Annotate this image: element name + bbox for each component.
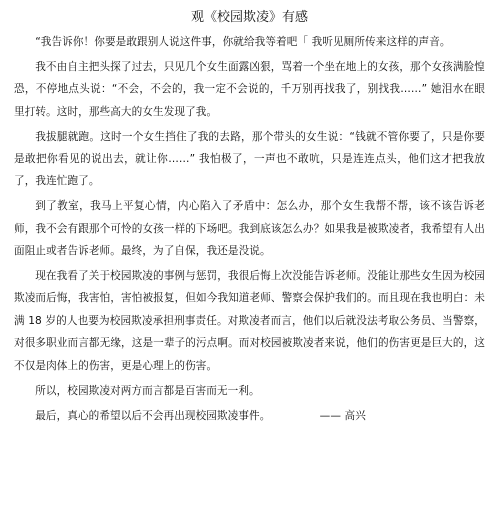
paragraph-1: “我告诉你！你要是敢跟别人说这件事，你就给我等着吧「 我听见厕所传来这样的声音。 — [35, 36, 451, 48]
paragraph-2: 我不由自主把头探了过去，只见几个女生面露凶狠，骂着一个坐在地上的女孩，那个女孩满脸惶恐，不停地点头说：“不会，不会的，我一定不会说的，千万别再找我了，别找我……” 她泪水在眼里打转。这时，那些高大的女生发现了我。 — [14, 60, 485, 118]
paragraph-4: 到了教室，我马上平复心情，内心陷入了矛盾中：怎么办，那个女生我帮不帮，该不该告诉老师，我不会有跟那个可怜的女孩一样的下场吧。我到底该怎么办？如果我是被欺凌者，我希望有人出面阻止或者告诉老师。最终，为了自保，我还是没说。 — [14, 200, 485, 258]
closing-paragraph — [14, 405, 485, 427]
paragraph-6: 所以，校园欺凌对两方而言都是百害而无一利。 — [35, 384, 260, 397]
author-signature: —— 高兴 — [319, 409, 366, 422]
paragraph-3: 我拔腿就跑。这时一个女生挡住了我的去路，那个带头的女生说：“钱就不管你要了，只是你要是敢把你看见的说出去，就让你……” 我怕极了，一声也不敢吭，只是连连点头，他们这才把我放了，我连忙跑了。 — [14, 130, 485, 188]
paragraph-5: 现在我看了关于校园欺凌的事例与惩罚，我很后悔上次没能告诉老师。没能让那些女生因为校园欺凌而后悔，我害怕，害怕被报复，但如今我知道老师、警察会保护我们的。而且现在我也明白：未满 18 岁的人也要为校园欺凌承担刑事责任。对欺凌者而言，他们以后就没法考取公务员、当警察，对很多职业而言都无缘，这是一辈子的污点啊。而对校园被欺凌者来说，他们的伤害更是巨大的，这不仅是肉体上的伤害，更是心理上的伤害。 — [14, 270, 485, 372]
closing-text: 最后，真心的希望以后不会再出现校园欺凌事件。 — [35, 409, 271, 422]
document-title: 观《校园欺凌》有感 — [190, 10, 308, 25]
